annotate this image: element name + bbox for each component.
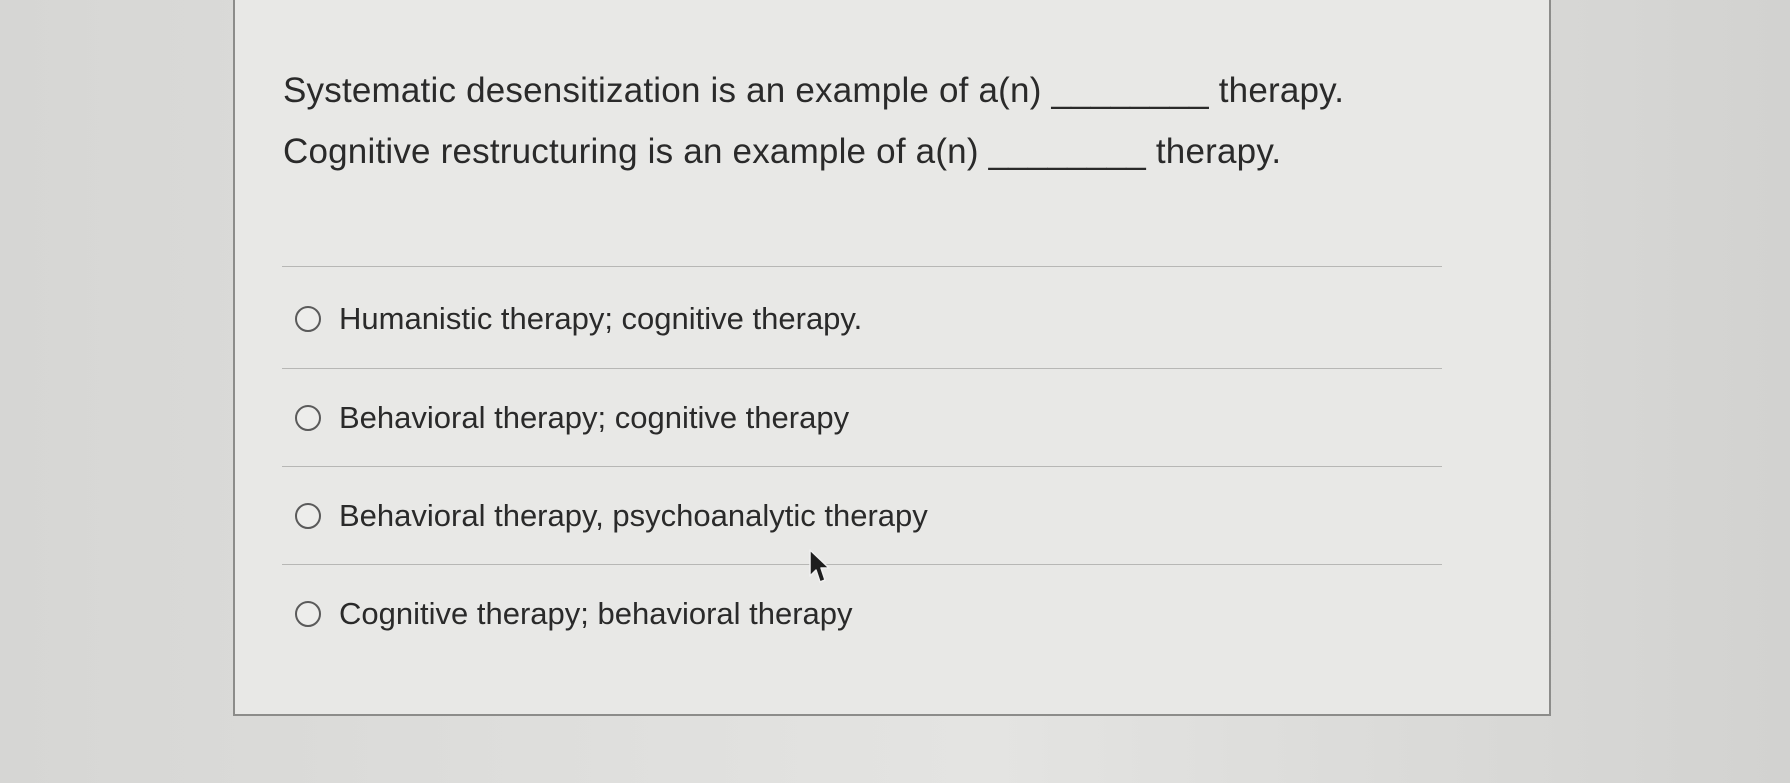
answer-option-label: Behavioral therapy; cognitive therapy [339,400,850,435]
divider [282,266,1442,267]
mouse-pointer-icon [808,548,832,586]
answer-option-label: Behavioral therapy, psychoanalytic therapy [339,498,928,533]
divider [282,564,1442,565]
radio-button-icon[interactable] [295,601,321,627]
answer-option-label: Humanistic therapy; cognitive therapy. [339,301,863,336]
radio-button-icon[interactable] [295,405,321,431]
radio-button-icon[interactable] [295,306,321,332]
question-card [233,0,1551,716]
answer-option-4[interactable] [295,589,853,639]
question-text [283,60,1483,182]
answer-option-1[interactable] [295,294,862,344]
question-line-1: Systematic desensitization is an example of a(n) ________ therapy. [283,71,1345,110]
answer-option-label: Cognitive therapy; behavioral therapy [339,596,853,631]
question-line-2: Cognitive restructuring is an example of a(n) ________ therapy. [283,132,1282,171]
answer-option-3[interactable] [295,491,928,541]
answer-option-2[interactable] [295,393,849,443]
radio-button-icon[interactable] [295,503,321,529]
divider [282,368,1442,369]
divider [282,466,1442,467]
